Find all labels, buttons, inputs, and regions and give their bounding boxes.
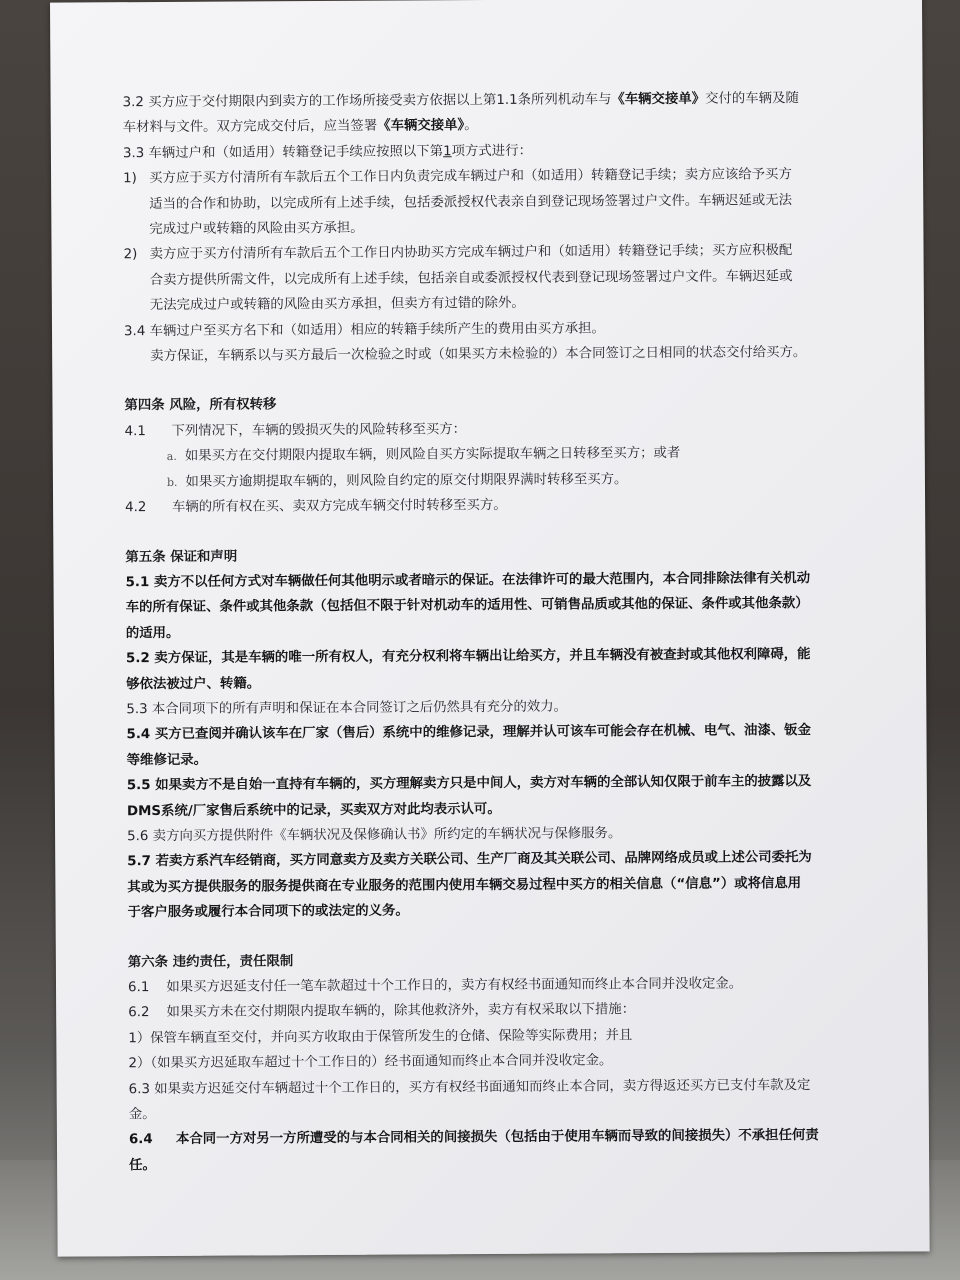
clause-3-2-line-1 bbox=[123, 86, 893, 116]
clause-5-6: 5.6 卖方向买方提供附件《车辆状况及保修确认书》所约定的车辆状况与保修服务。 bbox=[127, 826, 622, 845]
option-2-line-2: 合卖方提供所需文件，以完成所有上述手续，包括亲自或委派授权代表到登记现场签署过户文件。车辆迟延或 bbox=[149, 268, 793, 288]
option-1-line-1: 买方应于买方付清所有车款后五个工作日内负责完成车辆过户和（如适用）转籍登记手续；卖方应该给予买方 bbox=[149, 167, 792, 187]
clause-5-1-line-3: 的适用。 bbox=[125, 625, 180, 641]
option-1 bbox=[123, 162, 893, 243]
clause-4-1-b-text: 如果买方逾期提取车辆的，则风险自约定的原交付期限界满时转移至买方。 bbox=[185, 471, 628, 490]
clause-5-7-line-1: 5.7 若卖方系汽车经销商，买方同意卖方及卖方关联公司、生产厂商及其关联公司、品牌网络成员或上述公司委托为 bbox=[127, 850, 812, 870]
clause-6-2-measure-1: 1）保管车辆直至交付，并向买方收取由于保管所发生的仓储、保险等实际费用；并且 bbox=[128, 1027, 633, 1047]
clause-5-4-line-2: 等维修记录。 bbox=[126, 752, 208, 768]
clause-5-1-line-1: 5.1 卖方不以任何方式对车辆做任何其他明示或者暗示的保证。在法律许可的最大范围内，本合同排除法律有关机动 bbox=[125, 570, 811, 591]
option-2-line-3: 无法完成过户或转籍的风险由买方承担，但卖方有过错的除外。 bbox=[149, 296, 525, 314]
clause-5-4-line-1: 5.4 买方已查阅并确认该车在厂家（售后）系统中的维修记录，理解并认可该车可能会存在机械、电气、油漆、钣金 bbox=[126, 723, 812, 743]
clause-5-7-line-2: 其或为买方提供服务的服务提供商在专业服务的范围内使用车辆交易过程中买方的相关信息（“信息”）或将信息用 bbox=[127, 875, 802, 895]
option-1-text bbox=[149, 162, 893, 243]
clause-4-1: 4.1 下列情况下，车辆的毁损灭失的风险转移至买方： bbox=[124, 422, 467, 440]
option-1-line-2: 适当的合作和协助，以完成所有上述手续，包括委派授权代表亲自到登记现场签署过户文件。车辆迟延或无法 bbox=[149, 192, 793, 212]
clause-3-4-warranty: 卖方保证，车辆系以与买方最后一次检验之时或（如果买方未检验的）本合同签订之日相同的状态交付给买方。 bbox=[150, 345, 807, 365]
clause-3-3-text: 3.3 车辆过户和（如适用）转籍登记手续应按照以下第 bbox=[122, 144, 444, 162]
option-2-line-1: 卖方应于买方付清所有车款后五个工作日内协助买方完成车辆过户和（如适用）转籍登记手续；买方应积极配 bbox=[149, 243, 793, 263]
clause-5-5-line-2: DMS系统/厂家售后系统中的记录，买卖双方对此均表示认可。 bbox=[126, 801, 501, 819]
clause-5-3: 5.3 本合同项下的所有声明和保证在本合同签订之后仍然具有充分的效力。 bbox=[126, 699, 568, 718]
article-6-heading: 第六条 违约责任，责任限制 bbox=[127, 953, 294, 970]
clause-4-2: 4.2 车辆的所有权在买、卖双方完成车辆交付时转移至买方。 bbox=[125, 497, 507, 516]
article-4-heading: 第四条 风险，所有权转移 bbox=[124, 397, 277, 414]
clause-3-2-end: 。 bbox=[464, 118, 478, 134]
contract-body bbox=[123, 86, 900, 1179]
option-2 bbox=[123, 238, 893, 319]
clause-6-2: 6.2 如果买方未在交付期限内提取车辆的，除其他救济外，卖方有权采取以下措施： bbox=[128, 1002, 636, 1021]
clause-5-1-line-2: 车的所有保证、条件或其他条款（包括但不限于针对机动车的适用性、可销售品质或其他的保证、条件或其他条款） bbox=[125, 596, 809, 616]
clause-6-4-line-2: 任。 bbox=[129, 1157, 156, 1174]
clause-5-5-line-1: 5.5 如果卖方不是自始一直持有车辆的，买方理解卖方只是中间人，卖方对车辆的全部认知仅限于前车主的披露以及 bbox=[126, 774, 812, 794]
clause-3-2-text: 3.2 买方应于交付期限内到卖方的工作场所接受卖方依据以上第1.1条所列机动车与 bbox=[122, 92, 612, 111]
article-5-heading: 第五条 保证和声明 bbox=[125, 549, 238, 565]
clause-3-2-text-2: 车材料与文件。双方完成交付后，应当签署 bbox=[122, 119, 378, 136]
clause-3-3-text-end: 项方式进行： bbox=[451, 143, 533, 160]
option-1-line-3: 完成过户或转籍的风险由买方承担。 bbox=[149, 220, 364, 238]
clause-5-2-line-2: 够依法被过户、转籍。 bbox=[126, 675, 261, 692]
clause-6-2-measure-2: 2）（如果买方迟延取车超过十个工作日的）经书面通知而终止本合同并没收定金。 bbox=[128, 1053, 613, 1072]
contract-page bbox=[50, 0, 930, 1257]
handover-form-title: 《车辆交接单》 bbox=[611, 91, 706, 108]
clause-4-1-b-marker: b. bbox=[166, 475, 178, 489]
clause-3-3-option: 1 bbox=[443, 144, 452, 160]
clause-4-1-a-text: 如果买方在交付期限内提取车辆，则风险自买方实际提取车辆之日转移至买方；或者 bbox=[184, 446, 681, 465]
clause-3-4: 3.4 车辆过户至买方名下和（如适用）相应的转籍手续所产生的费用由买方承担。 bbox=[123, 320, 605, 339]
option-2-number: 2) bbox=[123, 247, 138, 263]
clause-6-1: 6.1 如果买方迟延支付任一笔车款超过十个工作日的，卖方有权经书面通知而终止本合同并没收定金。 bbox=[127, 976, 743, 996]
clause-4-1-a-marker: a. bbox=[166, 450, 177, 464]
handover-form-title-2: 《车辆交接单》 bbox=[377, 118, 465, 135]
option-2-text bbox=[149, 238, 893, 319]
clause-6-3-line-1: 6.3 如果卖方迟延交付车辆超过十个工作日的，买方有权经书面通知而终止本合同，卖方得返还买方已支付车款及定 bbox=[128, 1077, 811, 1097]
clause-6-4-line-1: 6.4 本合同一方对另一方所遭受的与本合同相关的间接损失（包括由于使用车辆而导致的间接损失）不承担任何责 bbox=[128, 1128, 819, 1148]
clause-5-2-line-1: 5.2 卖方保证，其是车辆的唯一所有权人，有充分权利将车辆出让给买方，并且车辆没有被查封或其他权利障碍，能 bbox=[125, 647, 811, 667]
clause-6-3-line-2: 金。 bbox=[128, 1107, 156, 1123]
clause-3-2-text-cont: 交付的车辆及随 bbox=[705, 91, 799, 107]
option-1-number: 1) bbox=[123, 171, 137, 187]
clause-5-7-line-3: 于客户服务或履行本合同项下的或法定的义务。 bbox=[127, 903, 409, 921]
